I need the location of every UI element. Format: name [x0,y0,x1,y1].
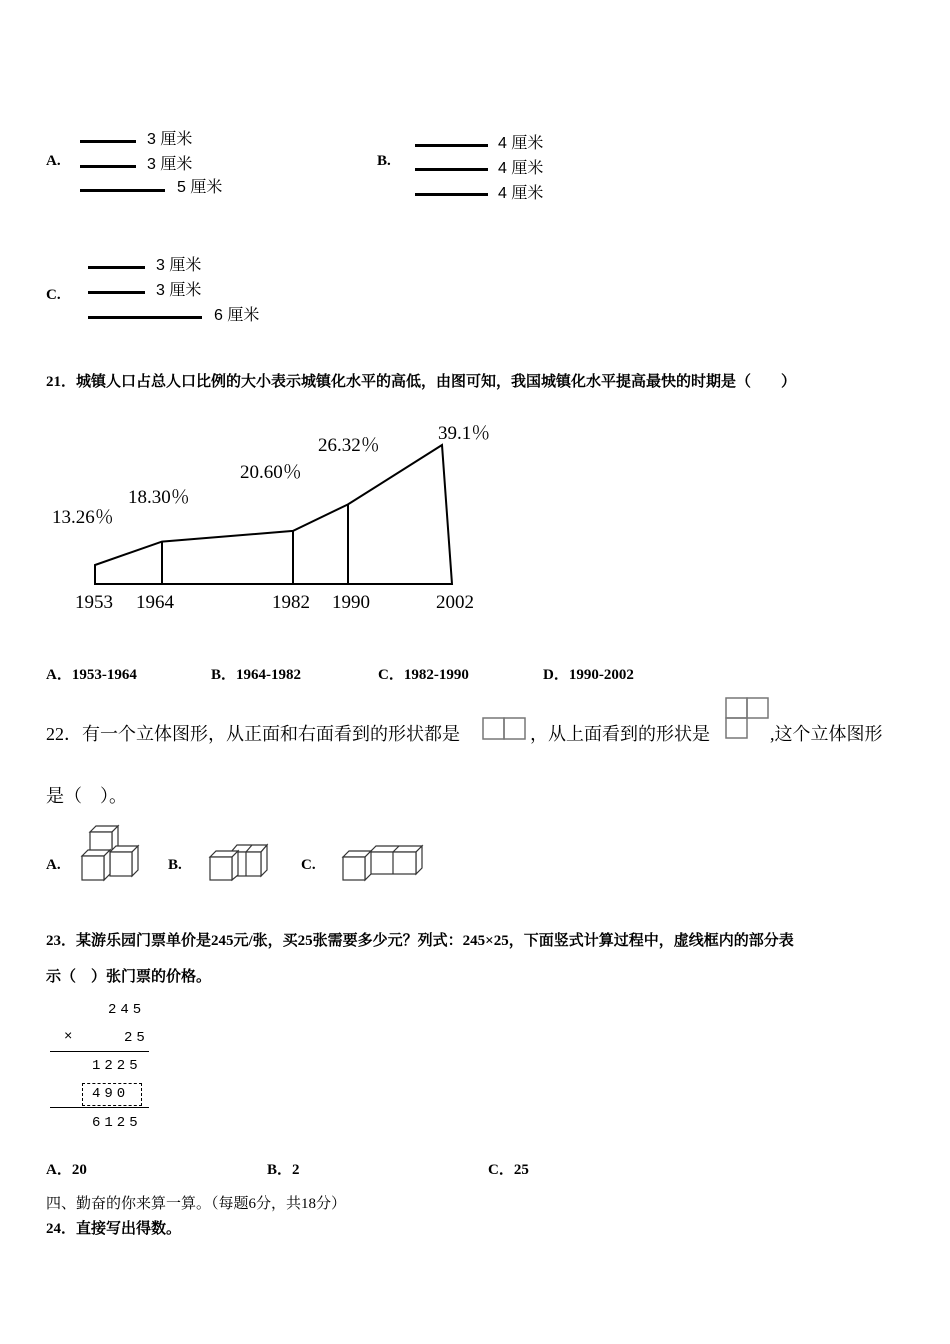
cube-figure-c [340,842,426,882]
question-21-text: 21．城镇人口占总人口比例的大小表示城镇化水平的高低，由图可知，我国城镇化水平提高最快的时期是（ ） [46,374,797,390]
option-c-label: C. [46,287,61,303]
calc-times-sign: × [64,1029,77,1045]
q23-option-c: C．25 [488,1162,529,1178]
front-view-shape [482,717,528,741]
question-22-text-c: ,这个立体图形 [770,724,883,744]
data-label-2002: 39.1％ [438,423,491,444]
calc-row-6125: 6125 [92,1115,142,1131]
tick-label-1953: 1953 [75,592,113,613]
segment-b3 [415,193,488,196]
urbanization-chart [40,415,530,620]
segment-a1 [80,140,136,143]
calc-row-25: 25 [124,1030,149,1046]
segment-c3 [88,316,202,319]
q22-option-c: C. [301,857,316,873]
cube-figure-a [78,822,144,882]
data-label-1964: 18.30％ [128,487,190,508]
segment-c2 [88,291,145,294]
length-b3: 4 厘米 [498,185,544,202]
calc-line-1 [50,1051,149,1052]
segment-a3 [80,189,165,192]
q23-option-a: A．20 [46,1162,87,1178]
option-a-label: A. [46,153,61,169]
question-22-text-a: 22．有一个立体图形，从正面和右面看到的形状都是 [46,724,460,744]
length-a2: 3 厘米 [147,156,193,173]
q21-option-b: B．1964-1982 [211,667,302,683]
length-a1: 3 厘米 [147,131,193,148]
length-b1: 4 厘米 [498,135,544,152]
segment-a2 [80,165,136,168]
question-22-text-b: ，从上面看到的形状是 [530,724,710,744]
calc-row-245: 245 [108,1002,146,1018]
q23-option-b: B．2 [267,1162,300,1178]
question-22-text-d: 是（ ）。 [46,786,127,806]
q22-option-b: B. [168,857,182,873]
segment-b1 [415,144,488,147]
data-label-1990: 26.32％ [318,435,380,456]
top-view-shape [725,697,771,741]
q21-option-a: A．1953-1964 [46,667,137,683]
q21-option-d: D．1990-2002 [543,667,634,683]
length-c1: 3 厘米 [156,257,202,274]
section-4-title: 四、勤奋的你来算一算。（每题6分，共18分） [46,1196,347,1212]
tick-label-1964: 1964 [136,592,174,613]
calc-row-490: 490 [92,1086,130,1102]
option-b-label: B. [377,153,391,169]
length-a3: 5 厘米 [177,179,223,196]
question-23-text-1: 23．某游乐园门票单价是245元/张，买25张需要多少元？列式：245×25，下面竖式计算过程中，虚线框内的部分表 [46,933,794,949]
segment-c1 [88,266,145,269]
segment-b2 [415,168,488,171]
length-b2: 4 厘米 [498,160,544,177]
cube-figure-b [207,840,273,882]
q21-option-c: C．1982-1990 [378,667,469,683]
length-c2: 3 厘米 [156,282,202,299]
length-c3: 6 厘米 [214,307,260,324]
tick-label-1990: 1990 [332,592,370,613]
data-label-1982: 20.60％ [240,462,302,483]
data-label-1953: 13.26％ [52,507,114,528]
calc-row-1225: 1225 [92,1058,142,1074]
q22-option-a: A. [46,857,61,873]
tick-label-1982: 1982 [272,592,310,613]
question-23-text-2: 示（ ）张门票的价格。 [46,969,212,985]
question-24-text: 24．直接写出得数。 [46,1221,182,1237]
calc-line-2 [50,1107,149,1108]
tick-label-2002: 2002 [436,592,474,613]
